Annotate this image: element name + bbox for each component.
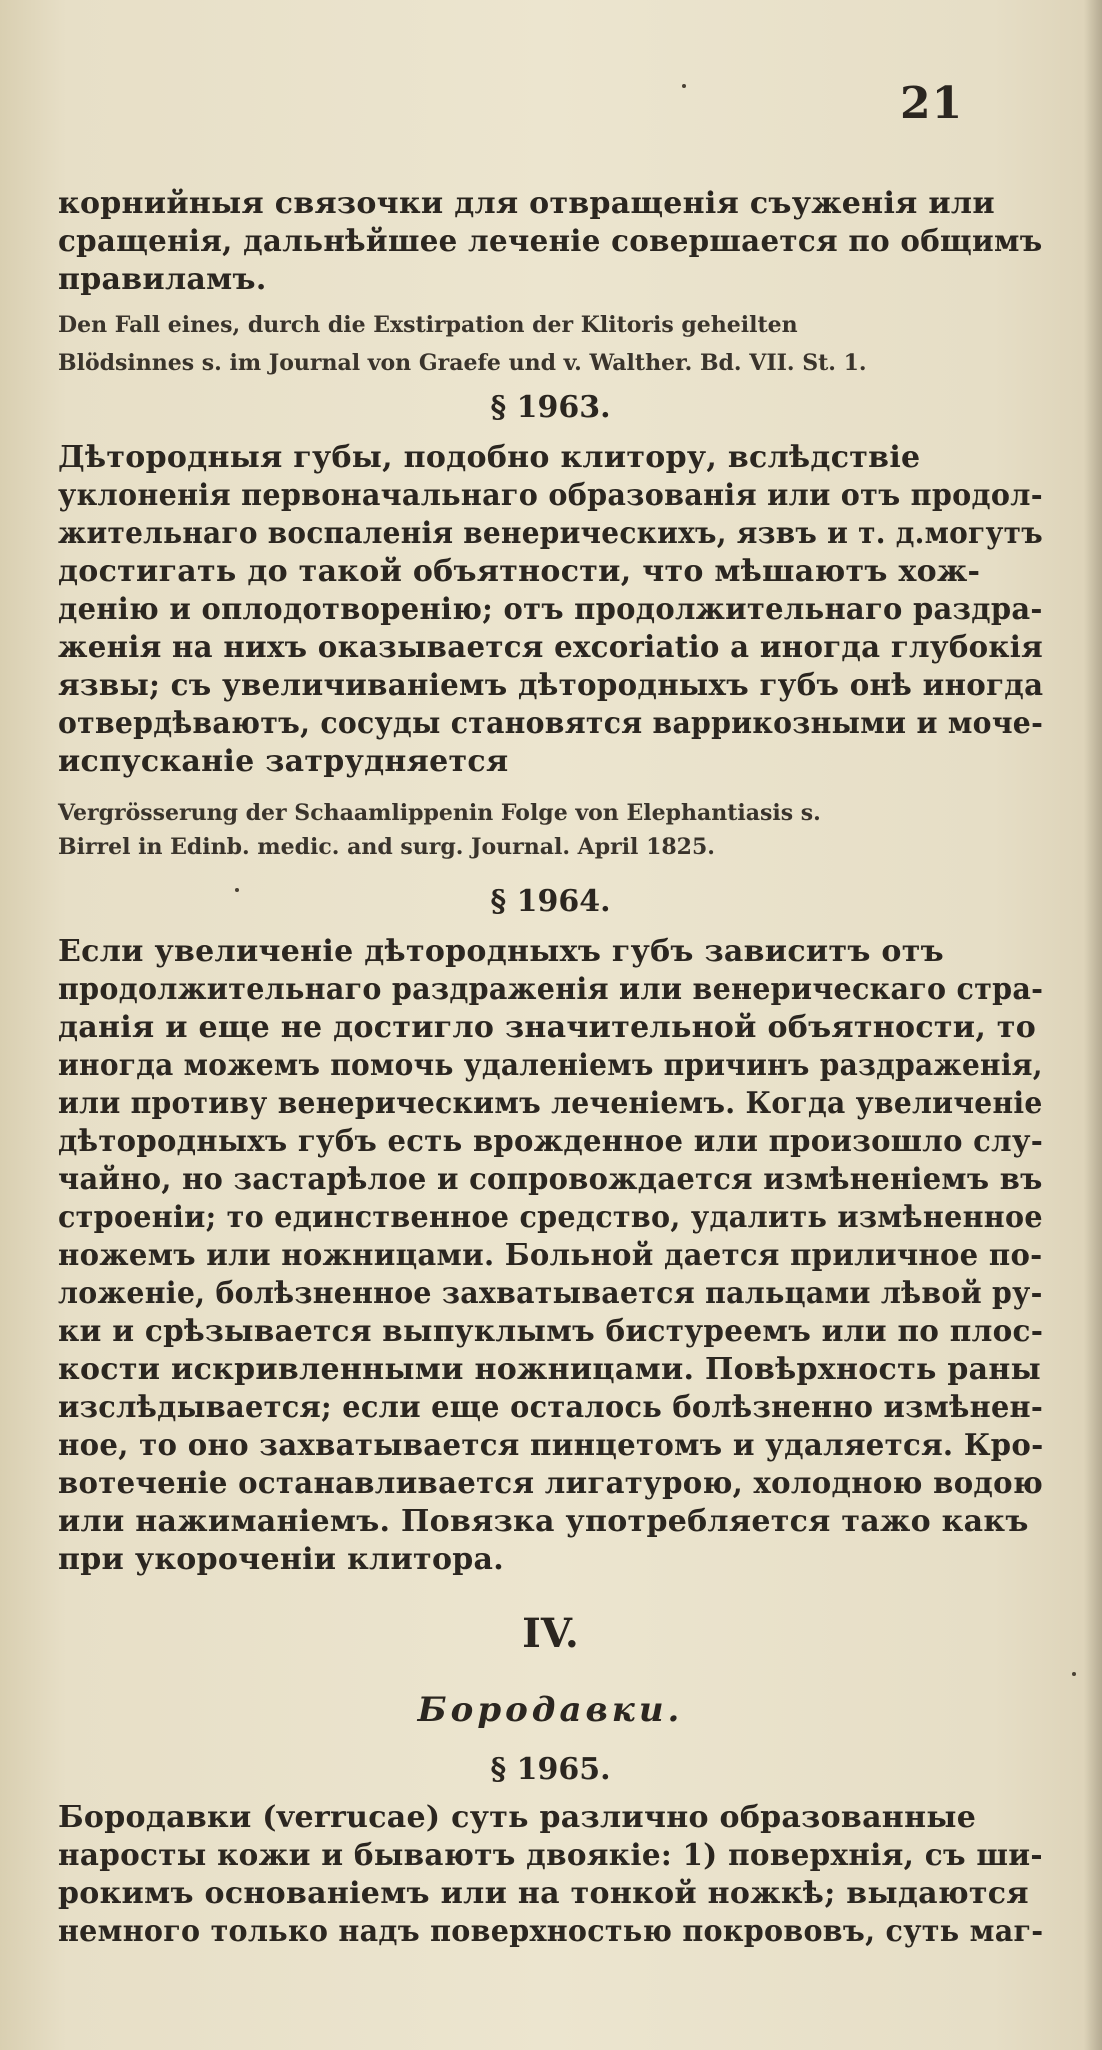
text-line: при укороченіи клитора. [58,1542,505,1577]
text-line: отвердѣваютъ, сосуды становятся варрикозными и моче- [58,706,1044,741]
text-line: чайно, но застарѣлое и сопровождается измѣненіемъ въ [58,1162,1043,1197]
speck [682,84,686,88]
text-line: наросты кожи и бываютъ двоякіе: 1) поверхнія, съ ши- [58,1838,1043,1873]
text-line: женія на нихъ оказывается excoriatio а иногда глубокія [58,630,1044,665]
text-line: ки и срѣзывается выпуклымъ бистуреемъ или по плос- [58,1314,1044,1349]
chapter-title: Бородавки. [417,1690,684,1730]
chapter-numeral: IV. [522,1610,579,1657]
speck [1072,1672,1076,1676]
text-line: дѣтородныхъ губъ есть врожденное или произошло слу- [58,1124,1044,1159]
reference-line: Den Fall eines, durch die Exstirpation der Klitoris geheilten [58,312,798,338]
page-number: 21 [900,78,964,129]
text-line: язвы; съ увеличиваніемъ дѣтородныхъ губъ онѣ иногда [58,668,1044,703]
text-line: денію и оплодотворенію; отъ продолжительнаго раздра- [58,592,1043,627]
reference-line: Blödsinnes s. im Journal von Graefe und v. Walther. Bd. VII. St. 1. [58,350,867,376]
text-line: Дѣтородныя губы, подобно клитору, вслѣдствіе [58,440,921,475]
text-line: изслѣдывается; если еще осталось болѣзненно измѣнен- [58,1390,1044,1425]
text-line: жительнаго воспаленія венерическихъ, язвъ и т. д.могутъ [58,516,1043,551]
text-line: ложеніе, болѣзненное захватывается пальцами лѣвой ру- [58,1276,1043,1311]
text-line: или нажиманіемъ. Повязка употребляется тажо какъ [58,1504,1029,1539]
text-line: продолжительнаго раздраженія или венерическаго стра- [58,972,1044,1007]
text-line: Если увеличеніе дѣтородныхъ губъ зависитъ отъ [58,934,944,969]
text-line: корнийныя связочки для отвращенія съуженія или [58,186,995,221]
text-line: рокимъ основаніемъ или на тонкой ножкѣ; выдаются [58,1876,1029,1911]
text-line: иногда можемъ помочь удаленіемъ причинъ раздраженія, [58,1048,1043,1083]
text-line: строеніи; то единственное средство, удалить измѣненное [58,1200,1043,1235]
section-heading-1965: § 1965. [490,1752,611,1787]
text-line: достигать до такой объятности, что мѣшаютъ хож- [58,554,981,589]
text-line: ножемъ или ножницами. Больной дается приличное по- [58,1238,1043,1273]
section-heading-1964: § 1964. [490,884,611,919]
reference-line: Birrel in Edinb. medic. and surg. Journal. April 1825. [58,834,715,860]
text-line: вотеченіе останавливается лигатурою, холодною водою [58,1466,1044,1501]
text-line: правиламъ. [58,262,267,297]
text-line: данія и еще не достигло значительной объятности, то [58,1010,1037,1045]
text-line: кости искривленными ножницами. Повѣрхность раны [58,1352,1042,1387]
reference-line: Vergrösserung der Schaamlippenin Folge von Elephantiasis s. [58,800,821,826]
text-line: ное, то оно захватывается пинцетомъ и удаляется. Кро- [58,1428,1044,1463]
text-line: сращенія, дальнѣйшее леченіе совершается по общимъ [58,224,1043,259]
page-spine-shadow [1084,0,1102,2050]
text-line: уклоненія первоначальнаго образованія или отъ продол- [58,478,1043,513]
text-line: немного только надъ поверхностью покрововъ, суть маг- [58,1914,1044,1949]
text-line: испусканіе затрудняется [58,744,509,779]
text-line: или противу венерическимъ леченіемъ. Когда увеличеніе [58,1086,1043,1121]
section-heading-1963: § 1963. [490,390,611,425]
text-line: Бородавки (verrucae) суть различно образованные [58,1800,977,1835]
